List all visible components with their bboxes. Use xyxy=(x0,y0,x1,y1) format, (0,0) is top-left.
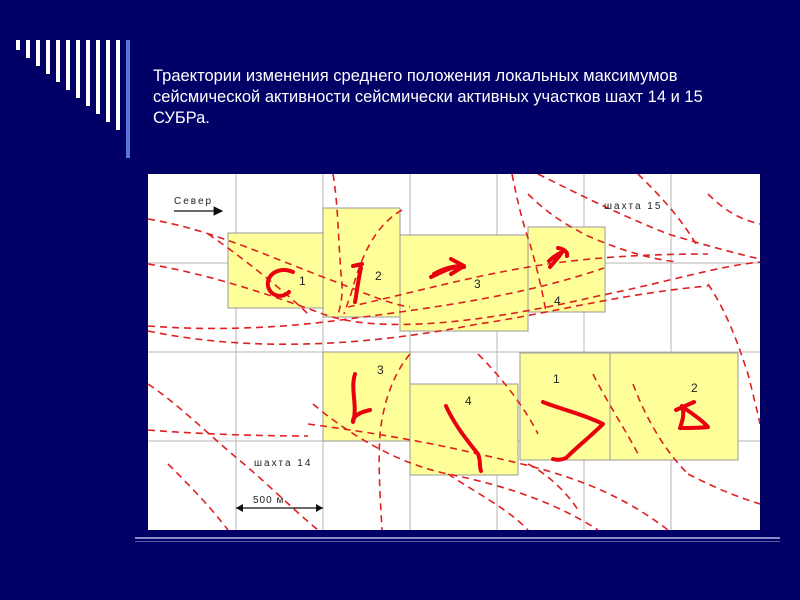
plot-label: 3 xyxy=(474,277,481,291)
north-label: Север xyxy=(174,196,214,207)
plot-label: 3 xyxy=(377,363,384,377)
scale-label: 500 м xyxy=(253,495,285,506)
map-canvas xyxy=(148,174,760,530)
scale-bar xyxy=(236,495,323,512)
north-indicator xyxy=(174,196,222,211)
plot-14-1 xyxy=(520,353,610,460)
slide-title: Траектории изменения среднего положения локальных максимумов сейсмической активности сейсмически активных участков шахт 14 и 15 СУБРа. xyxy=(153,67,703,127)
plot-14-4 xyxy=(410,384,518,475)
footer-rule-thin xyxy=(135,541,780,542)
plot-label: 2 xyxy=(691,381,698,395)
plot-15-3 xyxy=(400,235,528,331)
plot-label: 1 xyxy=(299,274,306,288)
footer-rule xyxy=(135,537,780,539)
seismic-map xyxy=(148,174,760,530)
mine-14-label: шахта 14 xyxy=(254,458,313,469)
plot-label: 1 xyxy=(553,372,560,386)
plot-label: 4 xyxy=(554,294,561,308)
plot-15-4 xyxy=(528,227,605,312)
plot-14-2 xyxy=(610,353,738,460)
plot-label: 4 xyxy=(465,394,472,408)
mine-15-label: шахта 15 xyxy=(604,201,663,212)
map-grid xyxy=(148,174,760,530)
mine-plots xyxy=(228,208,738,475)
plot-label: 2 xyxy=(375,269,382,283)
